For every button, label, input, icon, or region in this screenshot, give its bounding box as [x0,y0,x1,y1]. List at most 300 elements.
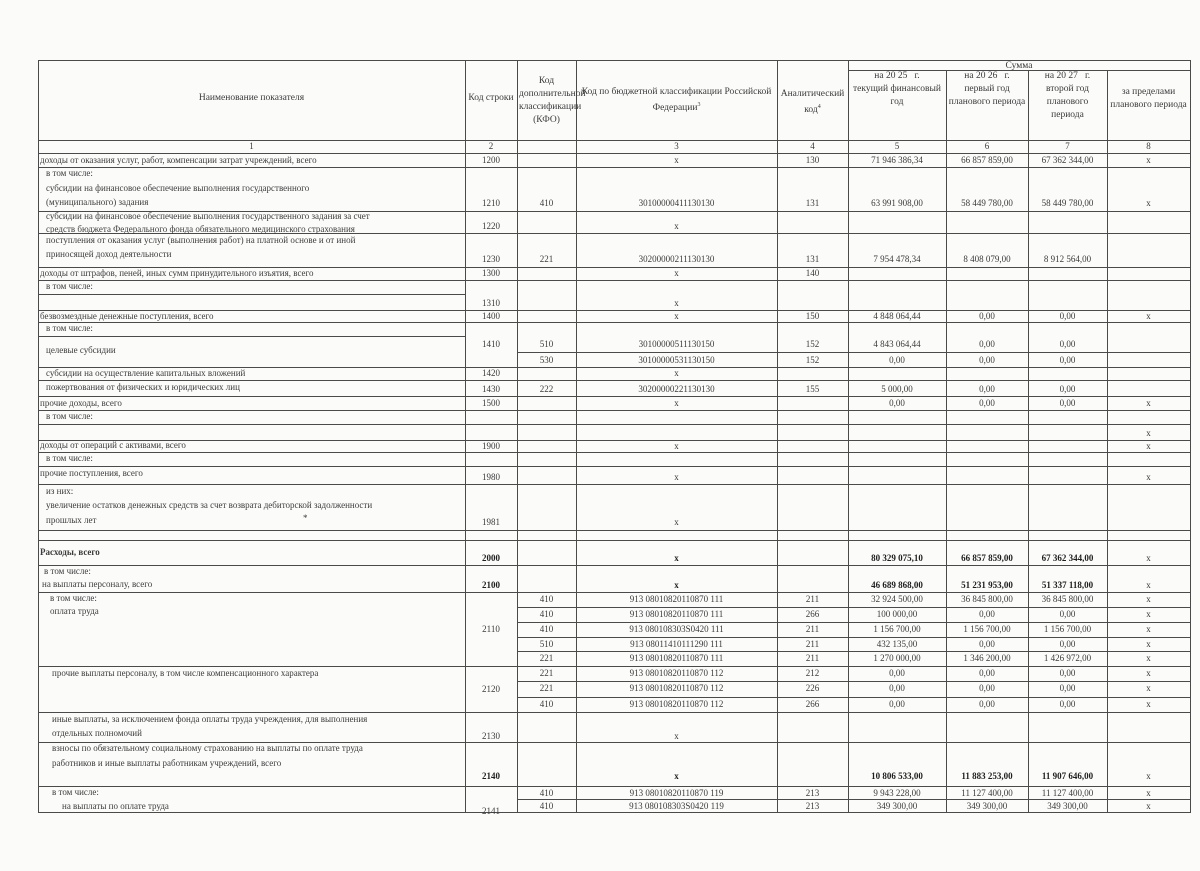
column-border [1107,233,1108,268]
kfo-code: 410 [539,788,554,798]
row-label: взносы по обязательному социальному страхованию на выплаты по оплате труда [52,743,363,753]
column-border [517,367,518,381]
sum-2025: 0,00 [889,398,905,408]
sum-2026: 1 346 200,00 [963,653,1011,663]
sum-beyond: x [1146,609,1151,619]
column-border [38,742,39,787]
row-border [38,812,1191,813]
budget-code: 913 08011410111290 111 [630,639,723,649]
column-border [38,410,39,441]
sum-beyond: x [1146,155,1151,165]
column-border [517,153,518,168]
row-border [38,294,466,295]
column-border [946,712,947,743]
sum-2025: 0,00 [889,699,905,709]
sum-beyond: x [1146,441,1151,451]
row-code: 1900 [482,441,500,451]
sum-beyond: x [1146,639,1151,649]
column-border [1190,153,1191,168]
row-label: оплата труда [50,606,99,616]
sum-2027: 11 127 400,00 [1041,788,1094,798]
header-bk-cell [578,86,775,115]
row-label: прочие поступления, всего [40,468,143,478]
column-border [1028,367,1029,381]
header-analytic-cell [779,88,846,117]
budget-code: 913 08010820110870 119 [629,788,724,798]
sum-2025: 1 156 700,00 [873,624,921,634]
row-code: 2120 [482,684,500,694]
header-bk-code: Код по бюджетной классификации Российской Федерации [581,87,772,114]
column-border [777,466,778,485]
column-border [517,540,518,566]
row-code: 1300 [482,268,500,278]
column-border [1190,452,1191,467]
header-row-code: Код строки [468,93,514,103]
header-year-2025 [850,70,944,109]
header-beyond-cell [1109,86,1188,112]
header-kfo-cell [519,75,586,127]
sum-2027: 58 449 780,00 [1041,198,1094,208]
analytic-code: 155 [805,384,820,394]
budget-code: x [674,731,679,741]
column-number: 8 [1146,141,1151,151]
row-border [38,167,1191,168]
column-border [1190,742,1191,787]
row-label: доходы от операций с активами, всего [40,440,186,450]
column-border [1190,380,1191,397]
row-code: 1500 [482,398,500,408]
header-year-2027 [1030,70,1105,122]
row-label: в том числе: [46,323,93,333]
column-border [38,592,39,667]
column-border [1028,712,1029,743]
row-border [38,592,1191,593]
sum-beyond: x [1146,668,1151,678]
row-border [38,424,1191,425]
budget-code: x [674,472,679,482]
sum-2026: 11 127 400,00 [961,788,1013,798]
sum-2025: 4 848 064,44 [873,311,921,321]
sum-beyond: x [1146,472,1151,482]
column-border [777,396,778,411]
row-border [517,697,1191,698]
budget-code: 913 08010820110870 111 [629,653,724,663]
column-border [848,211,849,234]
column-border [848,410,849,441]
budget-code: x [674,221,679,231]
budget-code: 30200000221130130 [638,384,715,394]
row-label: увеличение остатков денежных средств за счет возврата дебиторской задолженности [46,500,373,510]
sum-2026: 8 408 079,00 [963,254,1011,264]
budget-code: x [674,553,679,563]
column-border [517,712,518,743]
row-code: 2130 [482,731,500,741]
year-suffix: г. [1084,71,1091,81]
column-border [1028,452,1029,467]
column-border [946,484,947,531]
column-border [38,666,39,713]
column-number: 7 [1065,141,1070,151]
row-label: (муниципального) задания [46,197,149,207]
sum-beyond: x [1146,198,1151,208]
row-border [517,607,1191,608]
row-border [517,799,1191,800]
budget-code: x [674,268,679,278]
budget-code: x [674,441,679,451]
budget-code: x [674,368,679,378]
year-prefix: на 20 [964,71,986,81]
row-border [38,484,1191,485]
column-border [848,280,849,311]
column-border [1190,233,1191,268]
sum-2026: 51 231 953,00 [961,580,1013,590]
row-code: 1430 [482,384,500,394]
kfo-code: 510 [539,639,554,649]
sum-2026: 349 300,00 [966,801,1008,811]
budget-code: 913 080108303S0420 111 [629,624,724,634]
budget-code: x [674,298,679,308]
sum-2025: 100 000,00 [876,609,918,619]
sum-beyond: x [1146,428,1151,438]
analytic-code: 130 [805,155,820,165]
column-border [946,452,947,467]
sum-2025: 32 924 500,00 [871,594,923,604]
column-number: 4 [810,141,815,151]
budget-code: 30100000411130130 [638,198,715,208]
analytic-code: 211 [805,653,820,663]
row-label: целевые субсидии [46,345,116,355]
analytic-code: 211 [805,639,820,649]
row-label: отдельных полномочий [52,728,142,738]
row-label: Расходы, всего [40,547,100,557]
year-desc: первый год планового периода [948,84,1026,107]
row-border [38,396,1191,397]
column-border [777,712,778,743]
column-border [777,367,778,381]
column-border [517,396,518,411]
column-border [1190,167,1191,212]
budget-code: x [674,517,679,527]
analytic-code: 226 [805,683,820,693]
column-border [1107,712,1108,743]
column-border [848,60,849,154]
column-border [38,322,39,368]
column-border [777,280,778,311]
kfo-code: 410 [539,624,554,634]
sum-2025: 1 270 000,00 [873,653,921,663]
header-year-2026 [948,70,1026,109]
year-prefix: на 20 [874,71,896,81]
row-code: 2100 [482,580,500,590]
column-border [517,211,518,234]
column-border [777,742,778,787]
sum-2025: 63 991 908,00 [871,198,923,208]
budget-code: 913 08010820110870 111 [629,609,724,619]
column-border [517,410,518,441]
row-label: средств бюджета Федерального фонда обязательного медицинского страхования [46,224,355,234]
column-border [38,367,39,381]
sum-2025: 0,00 [889,355,905,365]
kfo-code: 222 [539,384,554,394]
row-border [38,712,1191,713]
kfo-code: 221 [539,668,554,678]
column-border [1107,367,1108,381]
sum-2027: 1 156 700,00 [1043,624,1092,634]
row-code: 1230 [482,254,500,264]
sum-2026: 11 883 253,00 [961,771,1013,781]
row-label: прочие доходы, всего [40,398,122,408]
sum-2025: 0,00 [889,668,905,678]
analytic-code: 213 [805,788,820,798]
row-label: в том числе: [46,281,93,291]
row-label: в том числе: [46,168,93,178]
column-border [517,742,518,787]
sum-2026: 1 156 700,00 [963,624,1011,634]
row-label: субсидии на финансовое обеспечение выполнения государственного [46,183,310,193]
column-border [1107,484,1108,531]
sum-2027: 0,00 [1059,699,1076,709]
row-border [517,622,1191,623]
column-border [848,267,849,281]
column-border [38,267,39,281]
sum-2026: 0,00 [979,398,995,408]
column-border [777,211,778,234]
sum-2027: 0,00 [1059,609,1076,619]
row-label: безвозмездные денежные поступления, всего [40,311,214,321]
column-border [848,452,849,467]
analytic-code: 211 [805,594,820,604]
header-kfo: Код дополнительной классификации (КФО) [519,76,586,125]
year-value: 27 [1068,71,1078,81]
budget-code: 913 08010820110870 112 [629,699,724,709]
row-label: в том числе: [46,453,93,463]
sum-2027: 0,00 [1059,668,1076,678]
row-border [38,452,1191,453]
sum-2027: 0,00 [1059,384,1076,394]
column-border [946,466,947,485]
column-border [1107,380,1108,397]
column-border [465,60,466,154]
budget-code: x [674,155,679,165]
analytic-code: 211 [805,624,820,634]
footnote-4: 4 [817,104,821,110]
row-label: субсидии на финансовое обеспечение выполнения государственного задания за счет [46,211,370,221]
row-code: 1210 [482,198,500,208]
year-value: 26 [987,71,998,81]
sum-2027: 8 912 564,00 [1043,254,1092,264]
column-border [1190,280,1191,311]
row-border [38,565,1191,566]
row-border [38,322,1191,323]
column-border [38,484,39,531]
column-border [946,267,947,281]
analytic-code: 131 [805,198,820,208]
sum-2026: 0,00 [979,639,995,649]
kfo-code: 410 [539,198,554,208]
column-border [1028,466,1029,485]
column-border [946,410,947,441]
row-label: в том числе: [46,411,93,421]
budget-code: 30100000531130150 [638,355,715,365]
row-border [517,352,1191,353]
column-border [1190,466,1191,485]
column-border [1028,410,1029,441]
column-border [848,466,849,485]
row-code: 1220 [482,221,500,231]
sum-2026: 0,00 [979,311,995,321]
sum-2026: 0,00 [979,668,995,678]
sum-beyond: x [1146,683,1151,693]
row-border [517,637,1191,638]
sum-beyond: x [1146,580,1151,590]
column-border [946,367,947,381]
sum-beyond: x [1146,311,1151,321]
column-border [946,211,947,234]
sum-beyond: x [1146,788,1151,798]
budget-code: x [674,771,679,781]
column-border [1107,267,1108,281]
sum-beyond: x [1146,699,1151,709]
column-border [576,410,577,441]
column-border [1028,484,1029,531]
year-prefix: на 20 [1044,71,1066,81]
row-label: из них: [46,486,74,496]
header-sum: Сумма [1005,61,1033,71]
column-border [576,452,577,467]
row-border [38,666,1191,667]
analytic-code: 266 [805,699,820,709]
row-label: субсидии на осуществление капитальных вложений [46,368,246,378]
row-code: 1200 [482,155,500,165]
sum-beyond: x [1146,653,1151,663]
sum-2027: 349 300,00 [1047,801,1088,811]
year-desc: текущий финансовый год [852,84,941,107]
analytic-code: 213 [805,801,820,811]
row-border [38,466,1191,467]
row-label: в том числе: [50,593,97,603]
column-border [1107,452,1108,467]
column-border [1190,484,1191,531]
sum-2025: 80 329 075,10 [871,553,923,563]
kfo-code: 410 [539,699,554,709]
column-border [777,540,778,566]
sum-2027: 67 362 344,00 [1041,155,1094,165]
column-border [777,60,778,154]
header-row-code-cell [467,92,515,105]
row-label: на выплаты по оплате труда [62,801,169,811]
sum-2027: 36 845 800,00 [1041,594,1094,604]
kfo-code: 221 [539,653,554,663]
row-label: иные выплаты, за исключением фонда оплаты труда учреждения, для выполнения [52,714,368,724]
budget-code: 30200000211130130 [638,254,715,264]
column-border [38,280,39,311]
header-name-cell [40,92,463,105]
column-number: 2 [488,141,494,151]
budget-code: x [674,398,679,408]
budget-code: x [674,311,679,321]
sum-2025: 349 300,00 [876,801,918,811]
sum-2027: 67 362 344,00 [1041,553,1094,563]
row-code: 1420 [482,368,500,378]
column-border [38,540,39,566]
sum-2026: 36 845 800,00 [961,594,1013,604]
header-name: Наименование показателя [198,93,305,103]
column-border [38,153,39,168]
row-label: в том числе: [44,566,91,576]
kfo-code: 410 [539,594,554,604]
column-border [1190,540,1191,566]
row-border [38,410,1191,411]
column-number: 3 [674,141,679,151]
analytic-code: 150 [805,311,820,321]
year-desc: второй год планового периода [1046,84,1089,120]
sum-2027: 0,00 [1059,311,1076,321]
kfo-code: 221 [539,254,554,264]
sum-2026: 0,00 [979,384,995,394]
budget-code: 913 080108303S0420 119 [629,801,724,811]
sum-2026: 0,00 [979,355,995,365]
column-border [1028,280,1029,311]
column-number: 6 [984,141,990,151]
column-border [946,280,947,311]
sum-2026: 0,00 [979,609,995,619]
header-beyond: за пределами планового периода [1110,87,1187,110]
sum-2027: 51 337 118,00 [1041,580,1094,590]
asterisk-mark: * [303,513,308,523]
column-border [1190,322,1191,368]
row-code: 1310 [482,298,500,308]
sum-beyond: x [1146,624,1151,634]
row-border [517,681,1191,682]
column-number: 5 [894,141,900,151]
column-border [1190,267,1191,281]
row-border [38,153,1191,154]
budget-code: 30100000511130150 [638,339,715,349]
sum-2026: 66 857 859,00 [961,155,1013,165]
budget-code: 913 08010820110870 111 [629,594,724,604]
sum-2025: 10 806 533,00 [871,771,923,781]
column-border [38,60,39,154]
row-label: пожертвования от физических и юридических лиц [46,382,240,392]
sum-2025: 4 843 064,44 [873,339,921,349]
budget-code: 913 08010820110870 112 [629,683,724,693]
kfo-code: 530 [539,355,554,365]
column-border [517,280,518,311]
column-border [38,712,39,743]
sum-2025: 432 135,00 [876,639,918,649]
row-border [38,540,1191,541]
sum-2027: 0,00 [1059,339,1076,349]
sum-2027: 0,00 [1059,355,1076,365]
column-border [1190,60,1191,154]
analytic-code: 152 [805,355,820,365]
header-analytic: Аналитический код [780,89,845,116]
budget-code: 913 08010820110870 112 [629,668,724,678]
row-border [38,280,1191,281]
column-border [1107,280,1108,311]
kfo-code: 410 [539,609,554,619]
row-label: в том числе: [52,787,99,797]
row-code: 2000 [482,553,500,563]
row-border [38,336,466,337]
row-code: 2140 [482,771,500,781]
budget-code: x [674,580,679,590]
column-border [777,565,778,593]
column-border [1028,211,1029,234]
row-label: приносящей доход деятельности [46,249,172,259]
row-code: 2110 [482,624,500,634]
sum-2025: 71 946 386,34 [871,155,923,165]
